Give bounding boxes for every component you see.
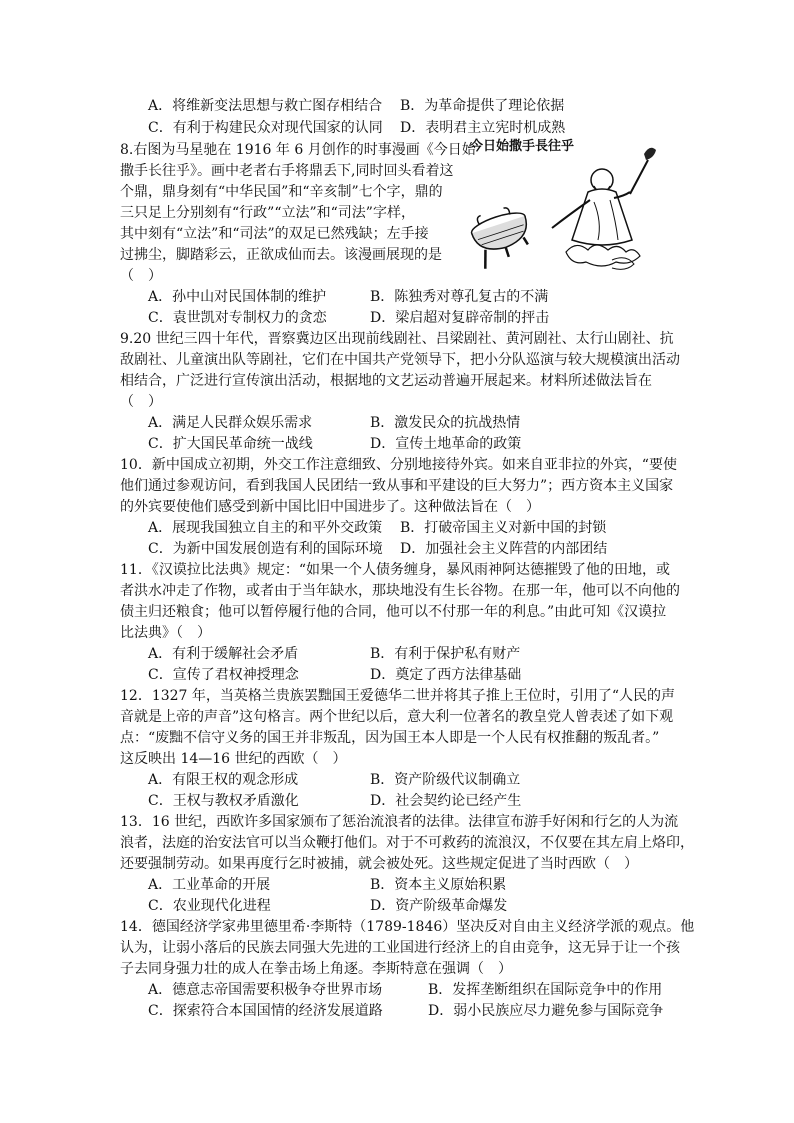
q8-option-b: B．陈独秀对尊孔复古的不满: [370, 289, 549, 305]
q14-stem-line: 14．德国经济学家弗里德里希·李斯特（1789-1846）坚决反对自由主义经济学派的观点。他: [120, 919, 695, 935]
q13-option-c: C．农业现代化进程: [148, 898, 271, 914]
q9-stem-line: 敌剧社、儿童演出队等剧社，它们在中国共产党领导下，把小分队巡演与较大规模演出活动: [120, 352, 680, 368]
q11-option-a: A．有利于缓解社会矛盾: [148, 646, 299, 662]
q11-option-c: C．宣传了君权神授理念: [148, 667, 299, 683]
q9-stem-line: （ ）: [120, 394, 162, 410]
q14-option-a: A．德意志帝国需要积极争夺世界市场: [148, 982, 383, 998]
q13-stem-line: 13．16 世纪，西欧许多国家颁布了惩治流浪者的法律。法律宣布游手好闲和行乞的人为流: [120, 814, 679, 830]
q9-option-c: C．扩大国民革命统一战线: [148, 436, 313, 452]
q13-option-a: A．工业革命的开展: [148, 877, 271, 893]
q7-option-d: D．表明君主立宪时机成熟: [400, 120, 566, 136]
cartoon-caption: 今日始撒手長往乎: [470, 139, 575, 154]
q8-stem-line: （ ）: [120, 268, 162, 284]
q12-stem-line: 点：“废黜不信守义务的国王并非叛乱，因为国王本人即是一个人民有权推翻的叛乱者。”: [120, 730, 660, 746]
q7-option-b: B．为革命提供了理论依据: [400, 98, 565, 114]
q14-stem-line: 子去同身强力壮的成人在拳击场上角逐。李斯特意在强调（ ）: [120, 961, 512, 977]
q14-option-b: B．发挥垄断组织在国际竞争中的作用: [428, 982, 663, 998]
q12-stem-line: 音就是上帝的声音”这句格言。两个世纪以后，意大利一位著名的教皇党人曾表述了如下观: [120, 709, 674, 725]
q12-option-c: C．王权与教权矛盾激化: [148, 793, 299, 809]
q14-option-d: D．弱小民族应尽力避免参与国际竞争: [428, 1003, 664, 1019]
q12-option-a: A．有限王权的观念形成: [148, 772, 299, 788]
q9-option-b: B．激发民众的抗战热情: [370, 415, 521, 431]
q10-stem-line: 他们通过参观访问，看到我国人民团结一致从事和平建设的巨大努力”；西方资本主义国家: [120, 478, 674, 494]
q12-stem-line: 这反映出 14—16 世纪的西欧（ ）: [120, 751, 347, 767]
q8-stem-line: 过拂尘，脚踏彩云，正欲成仙而去。该漫画展现的是: [120, 247, 442, 263]
q9-option-a: A．满足人民群众娱乐需求: [148, 415, 313, 431]
q10-option-d: D．加强社会主义阵营的内部团结: [400, 541, 608, 557]
q8-option-a: A．孙中山对民国体制的维护: [148, 289, 327, 305]
q12-option-b: B．资产阶级代议制确立: [370, 772, 521, 788]
q8-option-d: D．梁启超对复辟帝制的抨击: [370, 310, 550, 326]
q11-stem-line: 者洪水冲走了作物，或者由于当年缺水，那块地没有生长谷物。在那一年，他可以不向他的: [120, 583, 680, 599]
q14-stem-line: 认为，让弱小落后的民族去同强大先进的工业国进行经济上的自由竞争，这无异于让一个孩: [120, 940, 680, 956]
q11-stem-line: 比法典》（ ）: [120, 625, 211, 641]
q10-option-c: C．为新中国发展创造有利的国际环境: [148, 541, 383, 557]
q10-option-a: A．展现我国独立自主的和平外交政策: [148, 520, 383, 536]
political-cartoon-image: [462, 132, 672, 282]
q13-option-d: D．资产阶级革命爆发: [370, 898, 508, 914]
q8-stem-line: 个鼎，鼎身刻有“中华民国”和“辛亥制”七个字，鼎的: [120, 184, 443, 200]
q7-option-c: C．有利于构建民众对现代国家的认同: [148, 120, 383, 136]
q10-stem-line: 10．新中国成立初期，外交工作注意细致、分别地接待外宾。如来自亚非拉的外宾，“要使: [120, 457, 677, 473]
q12-stem-line: 12．1327 年，当英格兰贵族罢黜国王爱德华二世并将其子推上王位时，引用了“人民的声: [120, 688, 676, 704]
q12-option-d: D．社会契约论已经产生: [370, 793, 522, 809]
q9-option-d: D．宣传土地革命的政策: [370, 436, 522, 452]
q11-stem-line: 债主归还粮食；他可以暂停履行他的合同，他可以不付那一年的利息。”由此可知《汉谟拉: [120, 604, 667, 620]
q8-stem-line: 撒手长往乎》。画中老者右手将鼎丢下,同时回头看着这: [120, 163, 454, 179]
q7-option-a: A．将维新变法思想与救亡图存相结合: [148, 98, 383, 114]
q11-option-b: B．有利于保护私有财产: [370, 646, 521, 662]
q8-stem-line: 三只足上分别刻有“行政”“立法”和“司法”字样，: [120, 205, 415, 221]
q13-stem-line: 还要强制劳动。如果再度行乞时被捕，就会被处死。这些规定促进了当时西欧（ ）: [120, 856, 638, 872]
q11-stem-line: 11．《汉谟拉比法典》规定：“如果一个人债务缠身，暴风雨神阿达德摧毁了他的田地，或: [120, 562, 670, 578]
q14-option-c: C．探索符合本国国情的经济发展道路: [148, 1003, 383, 1019]
q9-stem-line: 相结合，广泛进行宣传演出活动，根据地的文艺运动普遍开展起来。材料所述做法旨在: [120, 373, 652, 389]
q9-stem-line: 9.20 世纪三四十年代，晋察冀边区出现前线剧社、吕梁剧社、黄河剧社、太行山剧社、抗: [120, 331, 674, 347]
q10-stem-line: 的外宾要使他们感受到新中国比旧中国进步了。这种做法旨在（ ）: [120, 499, 540, 515]
q13-option-b: B．资本主义原始积累: [370, 877, 507, 893]
q13-stem-line: 浪者，法庭的治安法官可以当众鞭打他们。对于不可救药的流浪汉，不仅要在其左肩上烙印，: [120, 835, 694, 851]
q8-stem-line: 其中刻有“立法”和“司法”的双足已然残缺；左手接: [120, 226, 429, 242]
q11-option-d: D．奠定了西方法律基础: [370, 667, 522, 683]
q8-option-c: C．袁世凯对专制权力的贪恋: [148, 310, 327, 326]
q8-stem-line: 8.右图为马星驰在 1916 年 6 月创作的时事漫画《今日始: [120, 142, 476, 158]
q10-option-b: B．打破帝国主义对新中国的封锁: [400, 520, 607, 536]
